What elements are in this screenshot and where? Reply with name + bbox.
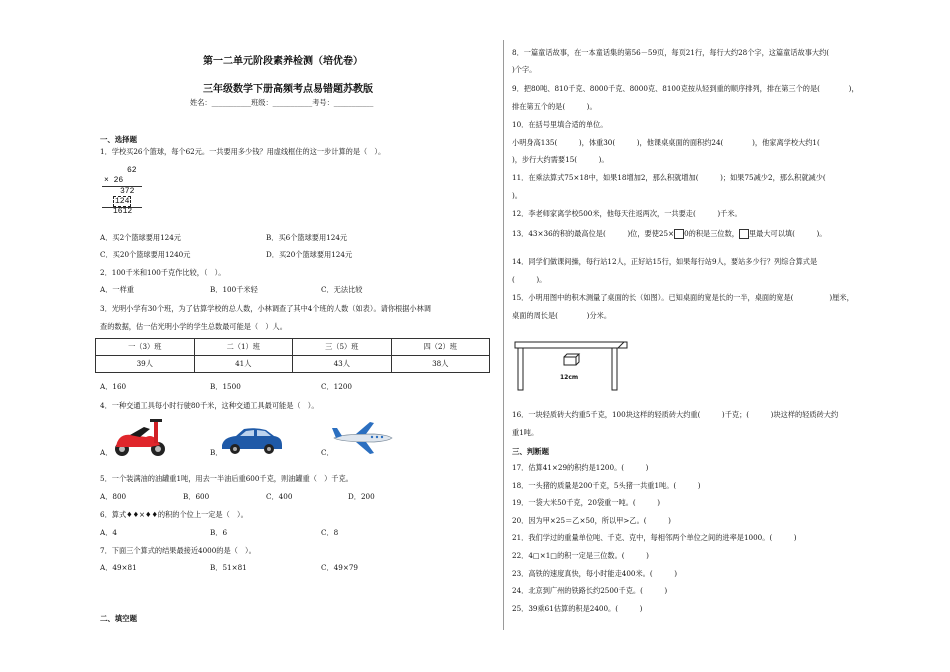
question-12: 12．李老师家离学校500米，他每天往返两次，一共要走( )千米。 <box>512 209 742 218</box>
table-cell: 39人 <box>96 356 195 373</box>
table-with-block-figure <box>512 328 632 392</box>
calc-line: 372 <box>120 187 135 196</box>
question-8-line2: )个字。 <box>512 65 537 74</box>
option: A．买2个篮球要用124元 <box>100 233 181 242</box>
question-13-part: 里最大可以填( )。 <box>748 229 827 238</box>
student-info-line: 姓名：___________班级：___________考号：___________ <box>190 98 374 107</box>
judgment-item: 19．一袋大米50千克，20袋重一吨。( ) <box>512 498 661 507</box>
table-cell: 43人 <box>293 356 392 373</box>
section-fill-heading: 二、填空题 <box>100 614 137 623</box>
option: C． <box>321 448 334 457</box>
question-3-line1: 3．光明小学有30个班，为了估算学校的总人数，小林调查了其中4个班的人数（如表）。请你根据小林调 <box>100 304 431 313</box>
calc-line: × 26 <box>104 176 124 185</box>
class-count-table <box>95 338 490 373</box>
option: A．800 <box>100 492 127 501</box>
blank-square-icon <box>739 229 749 239</box>
option: B．6 <box>210 528 228 537</box>
section-choice-heading: 一、选择题 <box>100 135 137 144</box>
column-divider <box>503 40 504 630</box>
question-6: 6．算式♦♦×♦♦的积的个位上一定是（ ）。 <box>100 510 248 519</box>
question-13-part: 0的积是三位数， <box>684 229 739 238</box>
question-10-line2: 小明身高135( )，体重30( )，他课桌桌面的面积约24( )，他家离学校大约1( <box>512 138 820 147</box>
question-8-line1: 8．一篇童话故事，在一本童话集的第56－59页，每页21行，每行大约28个字，这篇童话故事大约( <box>512 48 830 57</box>
judgment-item: 25．39乘61估算的积是2400。( ) <box>512 604 643 613</box>
judgment-item: 22．4□×1□的积一定是三位数。( ) <box>512 551 649 560</box>
option: B．100千米轻 <box>210 285 258 294</box>
option: A．4 <box>100 528 117 537</box>
question-5: 5．一个装满油的油罐重1吨，用去一半油后重600千克，则油罐重（ ）千克。 <box>100 474 353 483</box>
option: C．无法比较 <box>321 285 363 294</box>
option: A．49×81 <box>100 563 137 572</box>
table-header-cell: 四（2）班 <box>391 339 490 356</box>
option: C．1200 <box>321 382 352 391</box>
section-judgment-heading: 三、判断题 <box>512 447 549 456</box>
airplane-icon <box>330 420 394 456</box>
table-header-cell: 一（3）班 <box>96 339 195 356</box>
option: B．600 <box>183 492 210 501</box>
option: B． <box>210 448 223 457</box>
question-7: 7．下面三个算式的结果最接近4000的是（ ）。 <box>100 546 256 555</box>
question-9-line1: 9．把80吨、810千克、8000千克、8000克、8100克按从轻到重的顺序排列，排在第三个的是( )， <box>512 84 859 93</box>
option: D．200 <box>348 492 375 501</box>
option: C．400 <box>266 492 293 501</box>
option: C．8 <box>321 528 339 537</box>
blank-square-icon <box>674 229 684 239</box>
calc-line: 1612 <box>113 207 133 216</box>
question-16-line2: 重1吨。 <box>512 428 539 437</box>
question-3-line2: 查的数据，估一估光明小学的学生总数最可能是（ ）人。 <box>100 322 287 331</box>
judgment-item: 23．高铁的速度真快，每小时能走400米。( ) <box>512 569 678 578</box>
block-size-label: 12cm <box>560 374 579 381</box>
question-2: 2．100千米和100千克作比较，（ ）。 <box>100 268 226 277</box>
judgment-item: 24．北京到广州的铁路长约2500千克。( ) <box>512 586 668 595</box>
judgment-item: 18．一头猪的质量是200千克，5头猪一共重1吨。( ) <box>512 481 701 490</box>
question-11-line2: )。 <box>512 191 522 200</box>
option: A．160 <box>100 382 127 391</box>
option: B．51×81 <box>210 563 247 572</box>
judgment-item: 20．因为甲×25＝乙×50，所以甲>乙。( ) <box>512 516 671 525</box>
table-cell: 41人 <box>194 356 293 373</box>
option: C．49×79 <box>321 563 359 572</box>
question-14-line1: 14．同学们做课间操，每行站12人，正好站15行，如果每行站9人，要站多少行？列综合算式是 <box>512 257 818 266</box>
table-header-cell: 二（1）班 <box>194 339 293 356</box>
page-subtitle: 三年级数学下册高频考点易错题苏教版 <box>203 84 373 95</box>
option: B．买6个篮球要用124元 <box>266 233 348 242</box>
question-16-line1: 16．一块轻质砖大约重5千克，100块这样的轻质砖大约重( )千克；( )块这样的轻质砖大约 <box>512 410 839 419</box>
question-15-line1: 15．小明用图中的积木测量了桌面的长（如图）。已知桌面的宽是长的一半，桌面的宽是( )厘米， <box>512 293 854 302</box>
scooter-icon <box>110 413 170 457</box>
table-row <box>96 339 490 356</box>
table-row <box>96 356 490 373</box>
question-10-line3: )，步行大约需要15( )。 <box>512 155 609 164</box>
option: A．一样重 <box>100 285 134 294</box>
question-9-line2: 排在第五个的是( )。 <box>512 102 597 111</box>
question-4: 4．一种交通工具每小时行驶80千米，这种交通工具最可能是（ ）。 <box>100 401 319 410</box>
option: D．买20个篮球要用124元 <box>266 250 353 259</box>
question-13-part: 13．43×36的积的最高位是( )位，要使25× <box>512 229 675 238</box>
option: B．1500 <box>210 382 241 391</box>
question-13 <box>512 229 826 239</box>
question-10: 10．在括号里填合适的单位。 <box>512 120 608 129</box>
option: C．买20个篮球要用1240元 <box>100 250 191 259</box>
question-14-line2: ( )。 <box>512 275 547 284</box>
page-title: 第一二单元阶段素养检测（培优卷） <box>203 56 363 67</box>
table-header-cell: 三（5）班 <box>293 339 392 356</box>
question-15-line2: 桌面的周长是( )分米。 <box>512 311 612 320</box>
table-cell: 38人 <box>391 356 490 373</box>
calc-line: 62 <box>127 166 137 175</box>
judgment-item: 17．估算41×29的积约是1200。( ) <box>512 463 649 472</box>
car-icon <box>220 425 284 455</box>
dashed-box-step: 124 <box>115 197 130 206</box>
question-11-line1: 11．在乘法算式75×18中，如果18增加2，那么积就增加( )；如果75减少2，那么积就减少( <box>512 173 826 182</box>
question-1: 1．学校买26个篮球，每个62元。一共要用多少钱？用虚线框住的这一步计算的是（ ）。 <box>100 147 386 156</box>
option: A． <box>100 448 113 457</box>
judgment-item: 21．我们学过的重量单位吨、千克、克中，每相邻两个单位之间的进率是1000。( ) <box>512 533 797 542</box>
